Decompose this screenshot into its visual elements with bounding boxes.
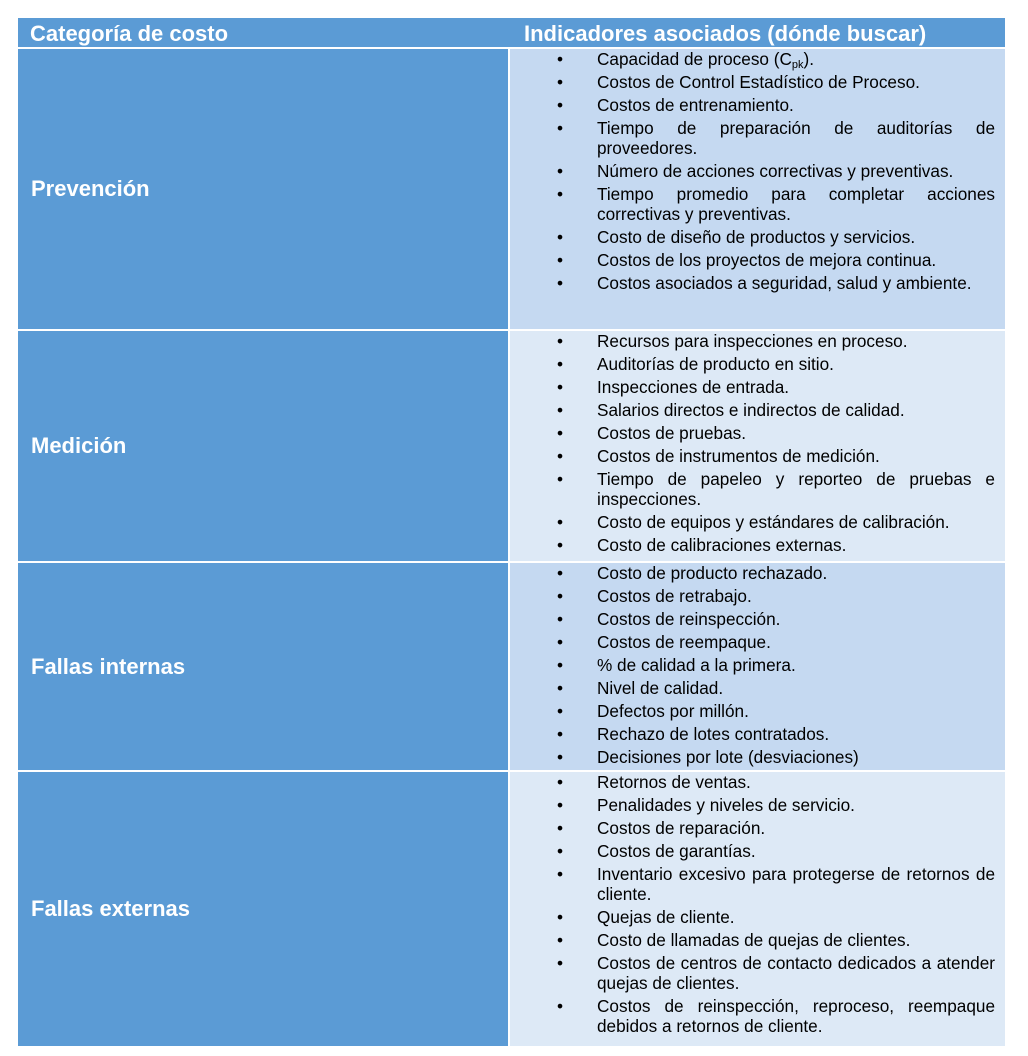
category-cell: Prevención [18, 49, 510, 329]
list-item: • Penalidades y niveles de servicio. [557, 795, 855, 815]
list-item: • Auditorías de producto en sitio. [557, 354, 834, 374]
list-item: • Número de acciones correctivas y preventivas. [557, 161, 954, 181]
list-item: • Salarios directos e indirectos de calidad. [557, 400, 905, 420]
cost-categories-table [18, 18, 1005, 1046]
indicators-cell [510, 331, 1005, 561]
list-item: • Recursos para inspecciones en proceso. [557, 331, 908, 351]
list-item: • Inventario excesivo para protegerse de retornos de cliente. [557, 864, 995, 904]
table-row [18, 329, 1005, 561]
list-item: • Costos de garantías. [557, 841, 756, 861]
list-item: • Quejas de cliente. [557, 907, 735, 927]
category-cell: Medición [18, 331, 510, 561]
list-item: • Defectos por millón. [557, 701, 749, 721]
list-item: • Tiempo de preparación de auditorías de proveedores. [557, 118, 995, 158]
list-item: • Rechazo de lotes contratados. [557, 724, 830, 744]
table-row [18, 47, 1005, 329]
category-cell: Fallas internas [18, 563, 510, 770]
list-item: • Costos de centros de contacto dedicados a atender quejas de clientes. [557, 953, 995, 993]
list-item: • Costos de reempaque. [557, 632, 771, 652]
indicators-cell [510, 772, 1005, 1046]
list-item: • Costo de llamadas de quejas de clientes. [557, 930, 911, 950]
header-category: Categoría de costo [30, 21, 229, 46]
list-item: • Costos de reparación. [557, 818, 766, 838]
list-item: • Inspecciones de entrada. [557, 377, 790, 397]
list-item: • Costos de entrenamiento. [557, 95, 794, 115]
list-item: • Costos de instrumentos de medición. [557, 446, 880, 466]
table-row [18, 770, 1005, 1046]
indicator-list [510, 772, 1005, 1036]
list-item: • Costos de los proyectos de mejora continua. [557, 250, 937, 270]
category-cell: Fallas externas [18, 772, 510, 1046]
list-item: • Costos de Control Estadístico de Proceso. [557, 72, 920, 92]
list-item: • % de calidad a la primera. [557, 655, 796, 675]
indicator-list [510, 49, 1005, 293]
list-item: • Costo de producto rechazado. [557, 563, 828, 583]
list-item: • Decisiones por lote (desviaciones) [557, 747, 859, 767]
header-indicators: Indicadores asociados (dónde buscar) [524, 21, 927, 46]
list-item: • Costos de pruebas. [557, 423, 747, 443]
list-item: • Costo de equipos y estándares de calibración. [557, 512, 950, 532]
list-item: • Capacidad de proceso $(C_{pk})$. [557, 49, 815, 71]
indicator-list [510, 563, 1005, 767]
table-header [18, 18, 1005, 47]
list-item: • Costos asociados a seguridad, salud y ambiente. [557, 273, 972, 293]
list-item: • Tiempo de papeleo y reporteo de pruebas e inspecciones. [557, 469, 995, 509]
list-item: • Costos de retrabajo. [557, 586, 752, 606]
list-item: • Costo de diseño de productos y servicios. [557, 227, 916, 247]
indicator-list [510, 331, 1005, 555]
indicators-cell [510, 49, 1005, 329]
table-row [18, 561, 1005, 770]
list-item: • Costos de reinspección. [557, 609, 781, 629]
list-item: • Costo de calibraciones externas. [557, 535, 847, 555]
list-item: • Tiempo promedio para completar acciones correctivas y preventivas. [557, 184, 995, 224]
list-item: • Costos de reinspección, reproceso, reempaque debidos a retornos de cliente. [557, 996, 995, 1036]
list-item: • Nivel de calidad. [557, 678, 724, 698]
list-item: • Retornos de ventas. [557, 772, 751, 792]
indicators-cell [510, 563, 1005, 770]
